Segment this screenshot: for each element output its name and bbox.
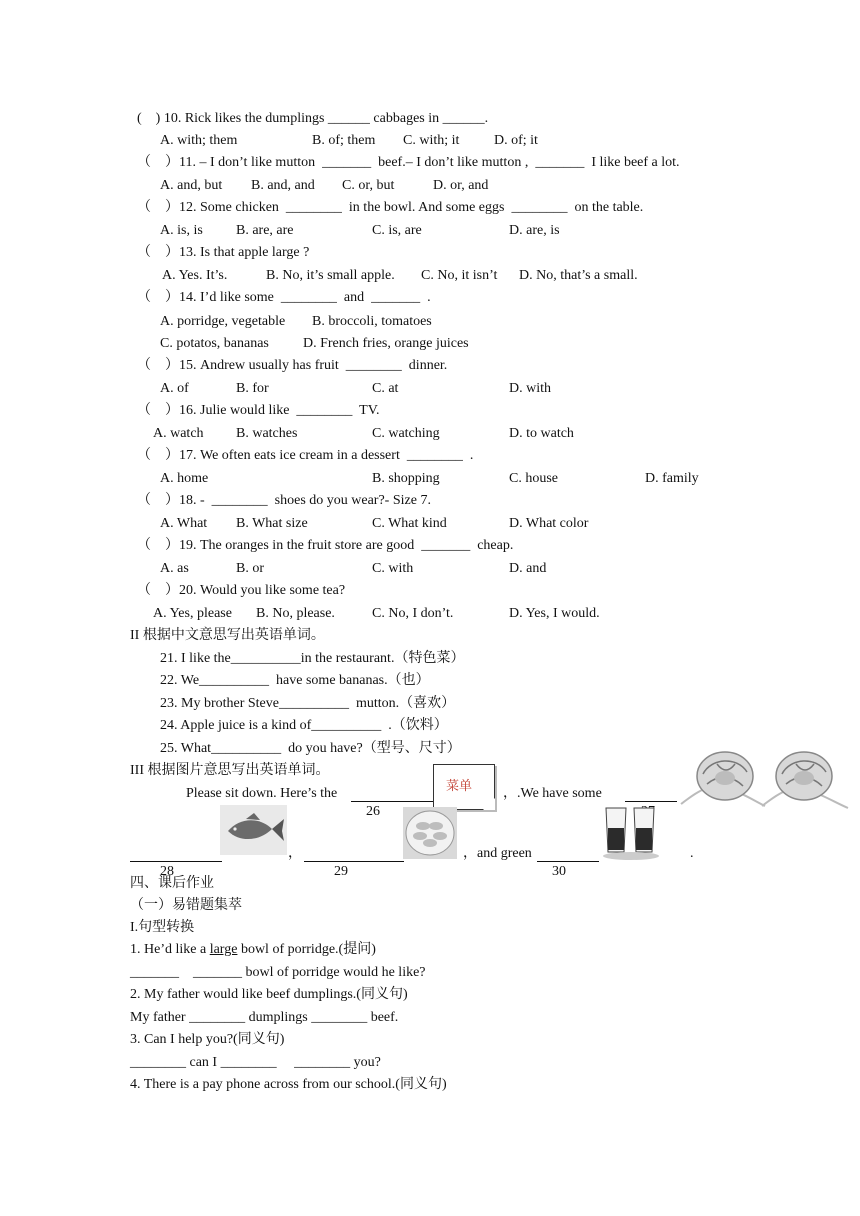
option-15a: A. of <box>160 381 189 396</box>
option-11a: A. and, but <box>160 178 223 193</box>
green-tea-glasses-image <box>600 800 662 862</box>
question-17: （ ）17. We often eats ice cream in a dessert ________ . <box>137 448 474 463</box>
option-20b: B. No, please. <box>256 606 335 621</box>
option-16c: C. watching <box>372 426 440 441</box>
question-15: （ ）15. Andrew usually has fruit ________ dinner. <box>137 358 448 373</box>
option-17d: D. family <box>645 471 699 486</box>
option-13c: C. No, it isn’t <box>421 268 498 283</box>
question-14: （ ）14. I’d like some ________ and _______ . <box>137 290 431 305</box>
blank-28-number: 28 <box>160 864 174 879</box>
question-10: ( ) 10. Rick likes the dumplings ______ cabbages in ______. <box>137 111 489 126</box>
transform-q2-answer: My father ________ dumplings ________ beef. <box>130 1010 399 1025</box>
picture-sentence-mid: ，.We have some <box>503 786 602 801</box>
fill-item-22: 22. We__________ have some bananas.（也） <box>160 673 430 688</box>
option-19a: A. as <box>160 561 189 576</box>
fish-image <box>220 805 287 855</box>
transform-q4: 4. There is a pay phone across from our school.(同义句) <box>130 1077 447 1092</box>
option-12b: B. are, are <box>236 223 294 238</box>
fill-item-23: 23. My brother Steve__________ mutton.（喜欢） <box>160 696 456 711</box>
option-15c: C. at <box>372 381 399 396</box>
option-15d: D. with <box>509 381 551 396</box>
option-13b: B. No, it’s small apple. <box>266 268 395 283</box>
question-20: （ ）20. Would you like some tea? <box>137 583 346 598</box>
option-16b: B. watches <box>236 426 298 441</box>
section-2-heading: II 根据中文意思写出英语单词。 <box>130 628 325 643</box>
picture-sentence-start: Please sit down. Here’s the <box>186 786 338 801</box>
option-16a: A. watch <box>153 426 204 441</box>
option-15b: B. for <box>236 381 269 396</box>
question-18: （ ）18. - ________ shoes do you wear?- Size 7. <box>137 493 431 508</box>
period: . <box>690 846 694 861</box>
option-18d: D. What color <box>509 516 589 531</box>
transform-q1-b: bowl of porridge.(提问) <box>237 942 376 957</box>
option-18c: C. What kind <box>372 516 447 531</box>
section-4-heading: 四、课后作业 <box>130 876 214 891</box>
blank-29 <box>304 845 404 879</box>
option-14a: A. porridge, vegetable <box>160 314 286 329</box>
option-12d: D. are, is <box>509 223 560 238</box>
option-12a: A. is, is <box>160 223 203 238</box>
option-14d: D. French fries, orange juices <box>303 336 469 351</box>
sentence-transform-title: I.句型转换 <box>130 920 195 935</box>
option-20d: D. Yes, I would. <box>509 606 600 621</box>
option-11c: C. or, but <box>342 178 395 193</box>
fill-item-21: 21. I like the__________in the restaurant.（特色菜） <box>160 651 465 666</box>
transform-q1-answer: _______ _______ bowl of porridge would he like? <box>130 965 426 980</box>
fill-item-24: 24. Apple juice is a kind of__________ .（饮料） <box>160 718 448 733</box>
option-11d: D. or, and <box>433 178 489 193</box>
section-4-sub: （一）易错题集萃 <box>130 898 242 913</box>
option-12c: C. is, are <box>372 223 422 238</box>
option-17c: C. house <box>509 471 558 486</box>
option-10d: D. of; it <box>494 133 538 148</box>
menu-card-label: 菜单 <box>446 779 473 794</box>
blank-29-number: 29 <box>334 864 348 879</box>
section-3-heading: III 根据图片意思写出英语单词。 <box>130 763 330 778</box>
blank-30 <box>537 845 599 879</box>
transform-q2: 2. My father would like beef dumplings.(同义句) <box>130 987 408 1002</box>
blank-28 <box>130 845 222 879</box>
option-10c: C. with; it <box>403 133 460 148</box>
question-16: （ ）16. Julie would like ________ TV. <box>137 403 380 418</box>
dumplings-plate-image <box>403 807 457 859</box>
comma: ， <box>288 846 302 861</box>
transform-q1 <box>130 941 376 959</box>
option-14c: C. potatos, bananas <box>160 336 269 351</box>
option-19d: D. and <box>509 561 547 576</box>
option-18b: B. What size <box>236 516 308 531</box>
option-10a: A. with; them <box>160 133 238 148</box>
question-11: （ ）11. – I don’t like mutton _______ beef.– I don’t like mutton , _______ I like beef a lot. <box>137 155 680 170</box>
option-13a: A. Yes. It’s. <box>162 268 228 283</box>
option-19c: C. with <box>372 561 414 576</box>
picture-sentence-green: ，and green <box>463 846 532 861</box>
transform-q1-a: 1. He’d like a <box>130 942 210 957</box>
option-11b: B. and, and <box>251 178 315 193</box>
option-13d: D. No, that’s a small. <box>519 268 638 283</box>
question-19: （ ）19. The oranges in the fruit store are good _______ cheap. <box>137 538 514 553</box>
cabbage-image-1 <box>677 744 767 812</box>
transform-q3: 3. Can I help you?(同义句) <box>130 1032 285 1047</box>
option-20a: A. Yes, please <box>153 606 232 621</box>
option-18a: A. What <box>160 516 208 531</box>
menu-card-image <box>433 764 495 810</box>
fill-item-25: 25. What__________ do you have?（型号、尺寸） <box>160 741 461 756</box>
blank-30-number: 30 <box>552 864 566 879</box>
transform-q3-answer: ________ can I ________ ________ you? <box>130 1055 381 1070</box>
option-10b: B. of; them <box>312 133 376 148</box>
option-16d: D. to watch <box>509 426 574 441</box>
question-12: （ ）12. Some chicken ________ in the bowl. And some eggs ________ on the table. <box>137 200 644 215</box>
option-17a: A. home <box>160 471 209 486</box>
blank-26 <box>351 785 435 819</box>
option-17b: B. shopping <box>372 471 440 486</box>
question-13: （ ）13. Is that apple large ? <box>137 245 310 260</box>
option-20c: C. No, I don’t. <box>372 606 454 621</box>
blank-26-number: 26 <box>366 804 380 819</box>
cabbage-image-2 <box>758 744 850 812</box>
transform-q1-underlined: large <box>209 942 238 957</box>
option-14b: B. broccoli, tomatoes <box>312 314 432 329</box>
option-19b: B. or <box>236 561 264 576</box>
